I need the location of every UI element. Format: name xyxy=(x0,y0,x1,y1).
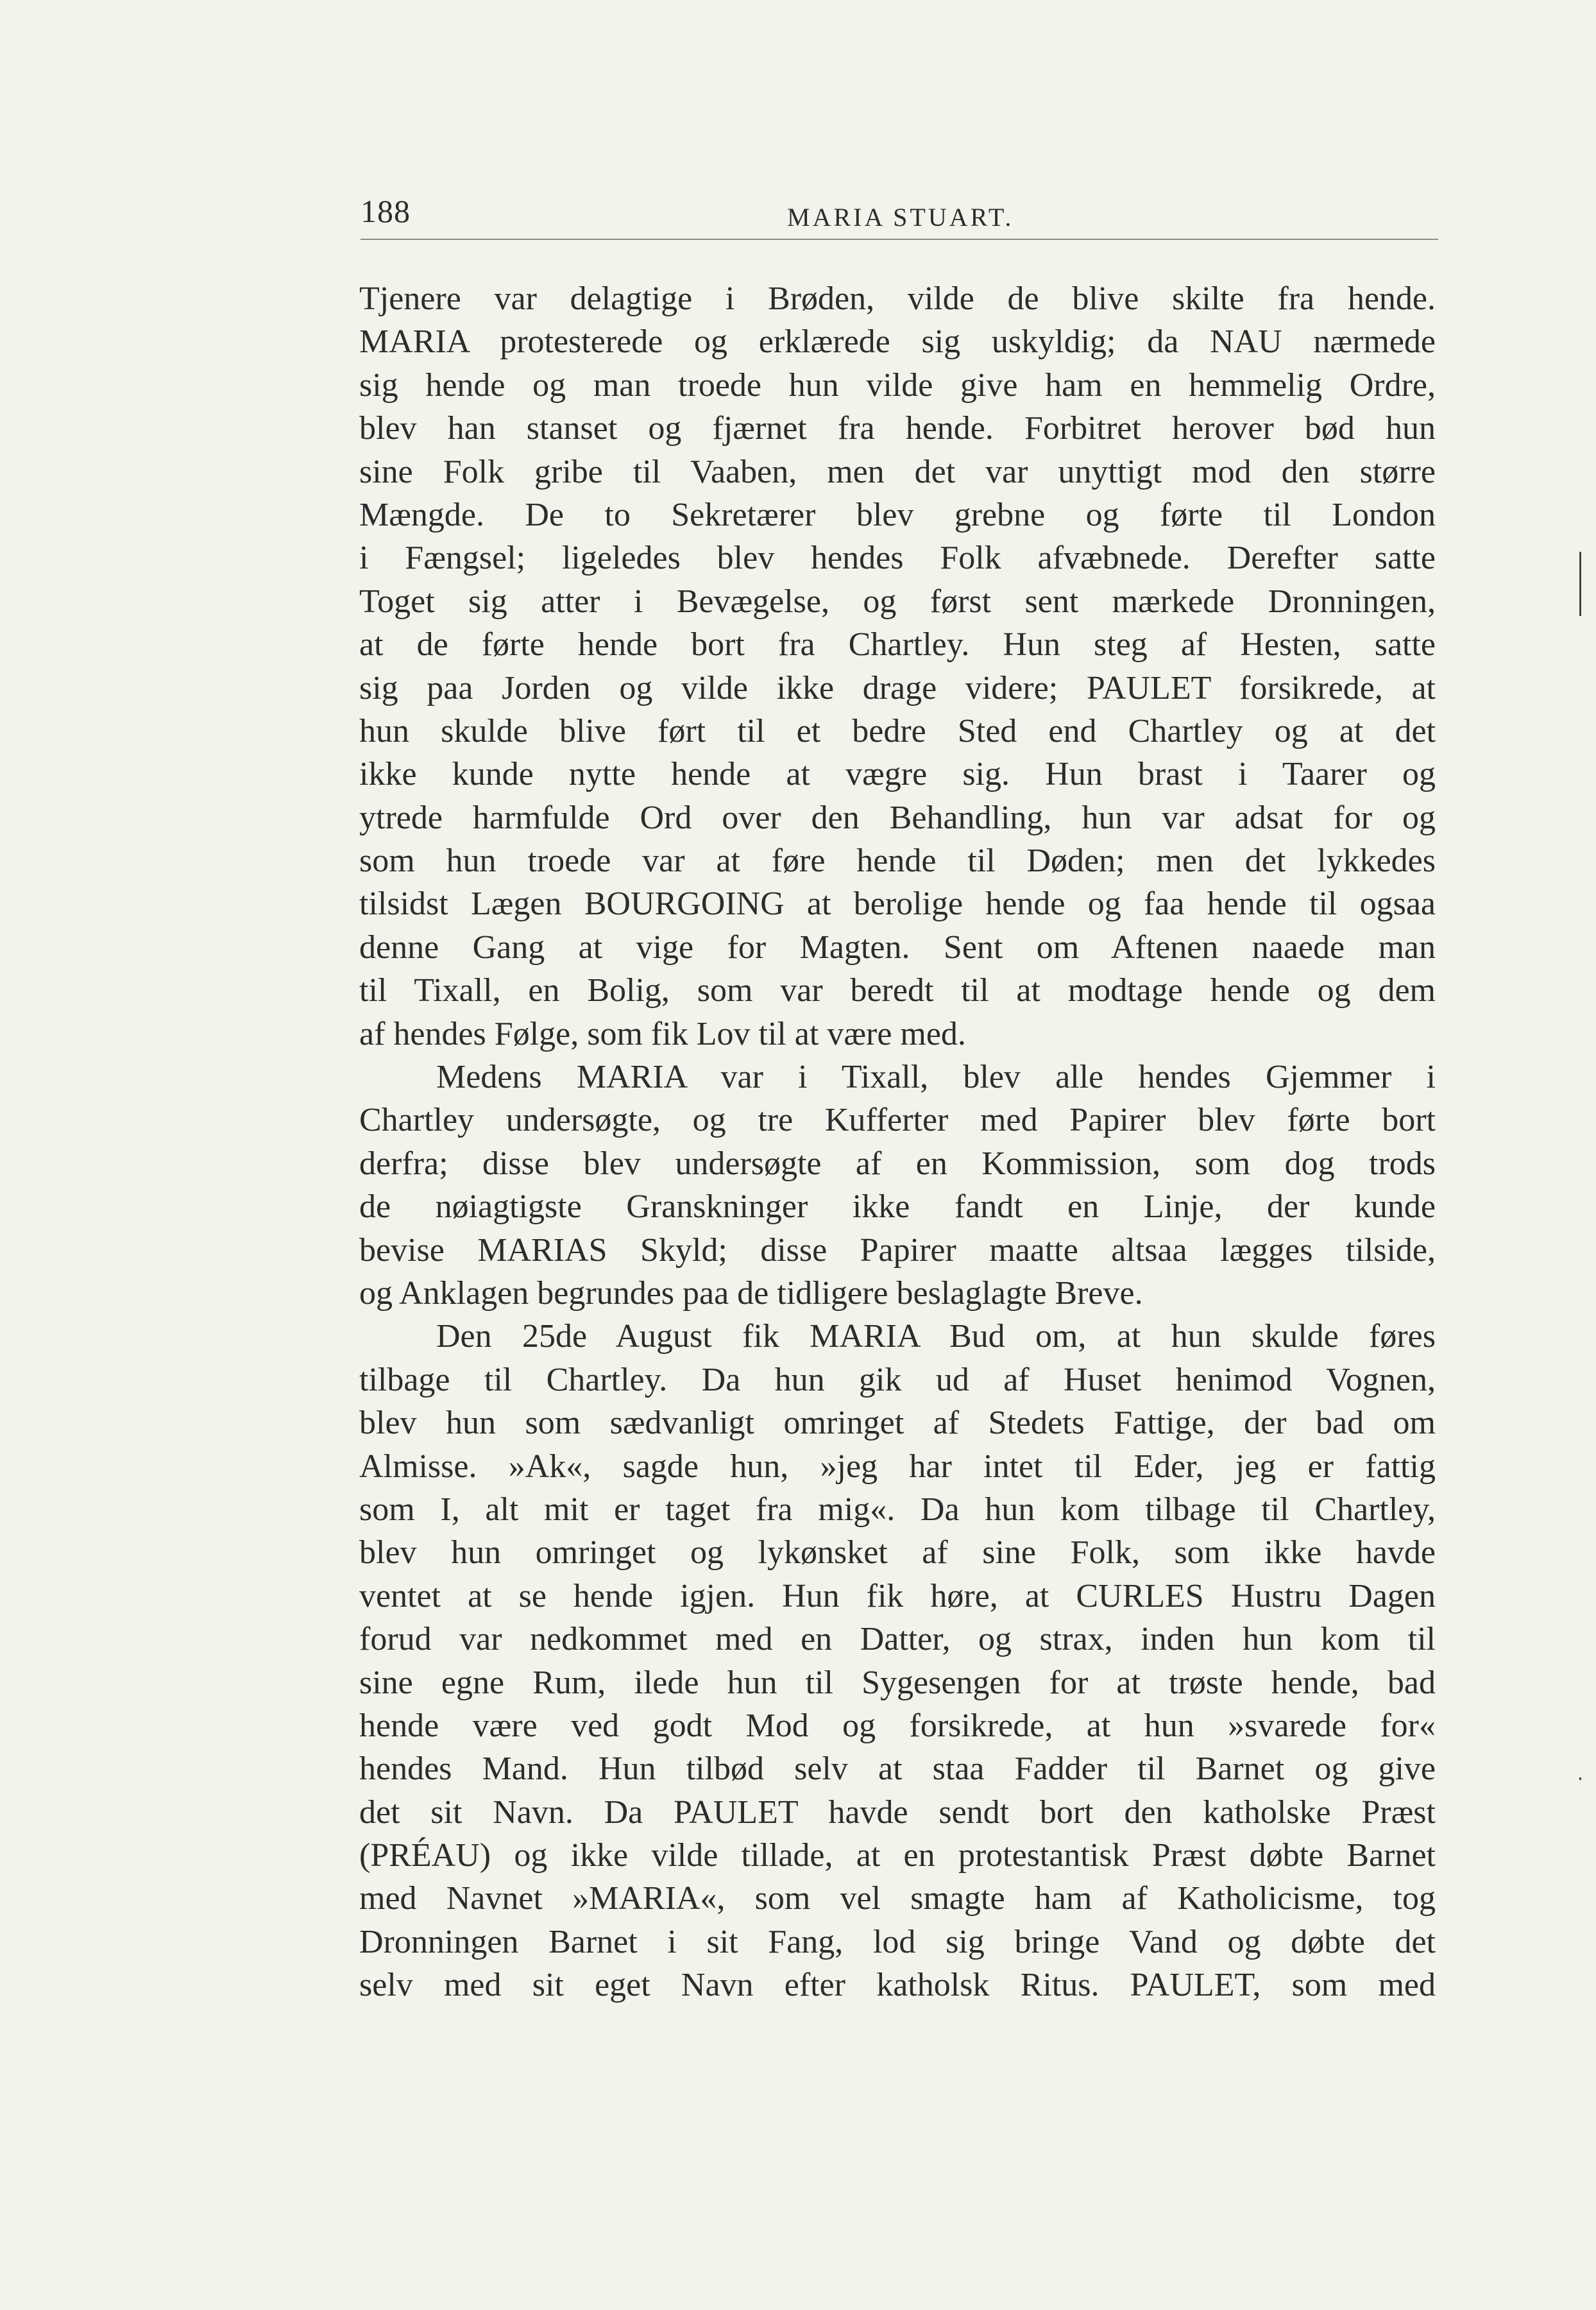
scan-edge-mark xyxy=(1579,552,1581,616)
text-line: hende være ved godt Mod og forsikrede, at hun »svarede for« xyxy=(359,1707,1436,1744)
header-rule xyxy=(361,239,1438,240)
text-line: selv med sit eget Navn efter katholsk Ritus. PAULET, som med xyxy=(359,1967,1436,2004)
text-line: som I, alt mit er taget fra mig«. Da hun kom tilbage til Chartley, xyxy=(359,1491,1436,1528)
text-line: at de førte hende bort fra Chartley. Hun steg af Hesten, satte xyxy=(359,626,1436,663)
page-header xyxy=(361,186,1438,237)
text-line: Tjenere var delagtige i Brøden, vilde de blive skilte fra hende. xyxy=(359,280,1436,317)
text-line: sine Folk gribe til Vaaben, men det var unyttigt mod den større xyxy=(359,453,1436,490)
text-line: med Navnet »MARIA«, som vel smagte ham af Katholicisme, tog xyxy=(359,1880,1436,1917)
text-line: og Anklagen begrundes paa de tidligere beslaglagte Breve. xyxy=(359,1274,1143,1312)
text-line: blev hun som sædvanligt omringet af Stedets Fattige, der bad om xyxy=(359,1405,1436,1442)
text-line: til Tixall, en Bolig, som var beredt til at modtage hende og dem xyxy=(359,972,1436,1009)
text-line: MARIA protesterede og erklærede sig uskyldig; da NAU nærmede xyxy=(359,323,1436,361)
text-line: (PRÉAU) og ikke vilde tillade, at en protestantisk Præst døbte Barnet xyxy=(359,1837,1436,1874)
text-line: Chartley undersøgte, og tre Kufferter med Papirer blev førte bort xyxy=(359,1102,1436,1139)
text-line: hendes Mand. Hun tilbød selv at staa Fadder til Barnet og give xyxy=(359,1750,1436,1788)
text-line: bevise MARIAS Skyld; disse Papirer maatte altsaa lægges tilside, xyxy=(359,1231,1436,1269)
text-line: Den 25de August fik MARIA Bud om, at hun skulde føres xyxy=(436,1318,1436,1355)
body-text xyxy=(359,277,1436,2007)
text-line: hun skulde blive ført til et bedre Sted end Chartley og at det xyxy=(359,712,1436,749)
scan-edge-speck xyxy=(1579,1777,1581,1780)
text-line: ikke kunde nytte hende at vægre sig. Hun brast i Taarer og xyxy=(359,756,1436,793)
text-line: forud var nedkommet med en Datter, og strax, inden hun kom til xyxy=(359,1621,1436,1658)
text-line: af hendes Følge, som fik Lov til at være med. xyxy=(359,1015,966,1052)
text-line: Medens MARIA var i Tixall, blev alle hendes Gjemmer i xyxy=(436,1059,1436,1096)
text-line: i Fængsel; ligeledes blev hendes Folk afvæbnede. Derefter satte xyxy=(359,540,1436,577)
text-line: Dronningen Barnet i sit Fang, lod sig bringe Vand og døbte det xyxy=(359,1923,1436,1960)
text-line: ytrede harmfulde Ord over den Behandling, hun var adsat for og xyxy=(359,799,1436,836)
text-line: de nøiagtigste Granskninger ikke fandt en Linje, der kunde xyxy=(359,1188,1436,1226)
text-line: tilbage til Chartley. Da hun gik ud af Huset henimod Vognen, xyxy=(359,1361,1436,1398)
text-line: sine egne Rum, ilede hun til Sygesengen for at trøste hende, bad xyxy=(359,1664,1436,1701)
text-line: som hun troede var at føre hende til Døden; men det lykkedes xyxy=(359,843,1436,880)
text-line: Almisse. »Ak«, sagde hun, »jeg har intet til Eder, jeg er fattig xyxy=(359,1448,1436,1485)
text-line: Toget sig atter i Bevægelse, og først sent mærkede Dronningen, xyxy=(359,583,1436,620)
text-line: blev han stanset og fjærnet fra hende. Forbitret herover bød hun xyxy=(359,410,1436,447)
page-number: 188 xyxy=(361,193,411,229)
text-line: denne Gang at vige for Magten. Sent om Aftenen naaede man xyxy=(359,928,1436,966)
text-line: sig paa Jorden og vilde ikke drage videre; PAULET forsikrede, at xyxy=(359,669,1436,706)
running-title: MARIA STUART. xyxy=(787,203,1014,232)
text-line: tilsidst Lægen BOURGOING at berolige hende og faa hende til ogsaa xyxy=(359,886,1436,923)
text-line: derfra; disse blev undersøgte af en Kommission, som dog trods xyxy=(359,1145,1436,1182)
text-line: Mængde. De to Sekretærer blev grebne og førte til London xyxy=(359,496,1436,533)
text-line: sig hende og man troede hun vilde give ham en hemmelig Ordre, xyxy=(359,366,1436,404)
text-line: ventet at se hende igjen. Hun fik høre, at CURLES Hustru Dagen xyxy=(359,1577,1436,1614)
text-line: blev hun omringet og lykønsket af sine Folk, som ikke havde xyxy=(359,1534,1436,1571)
text-line: det sit Navn. Da PAULET havde sendt bort den katholske Præst xyxy=(359,1793,1436,1831)
